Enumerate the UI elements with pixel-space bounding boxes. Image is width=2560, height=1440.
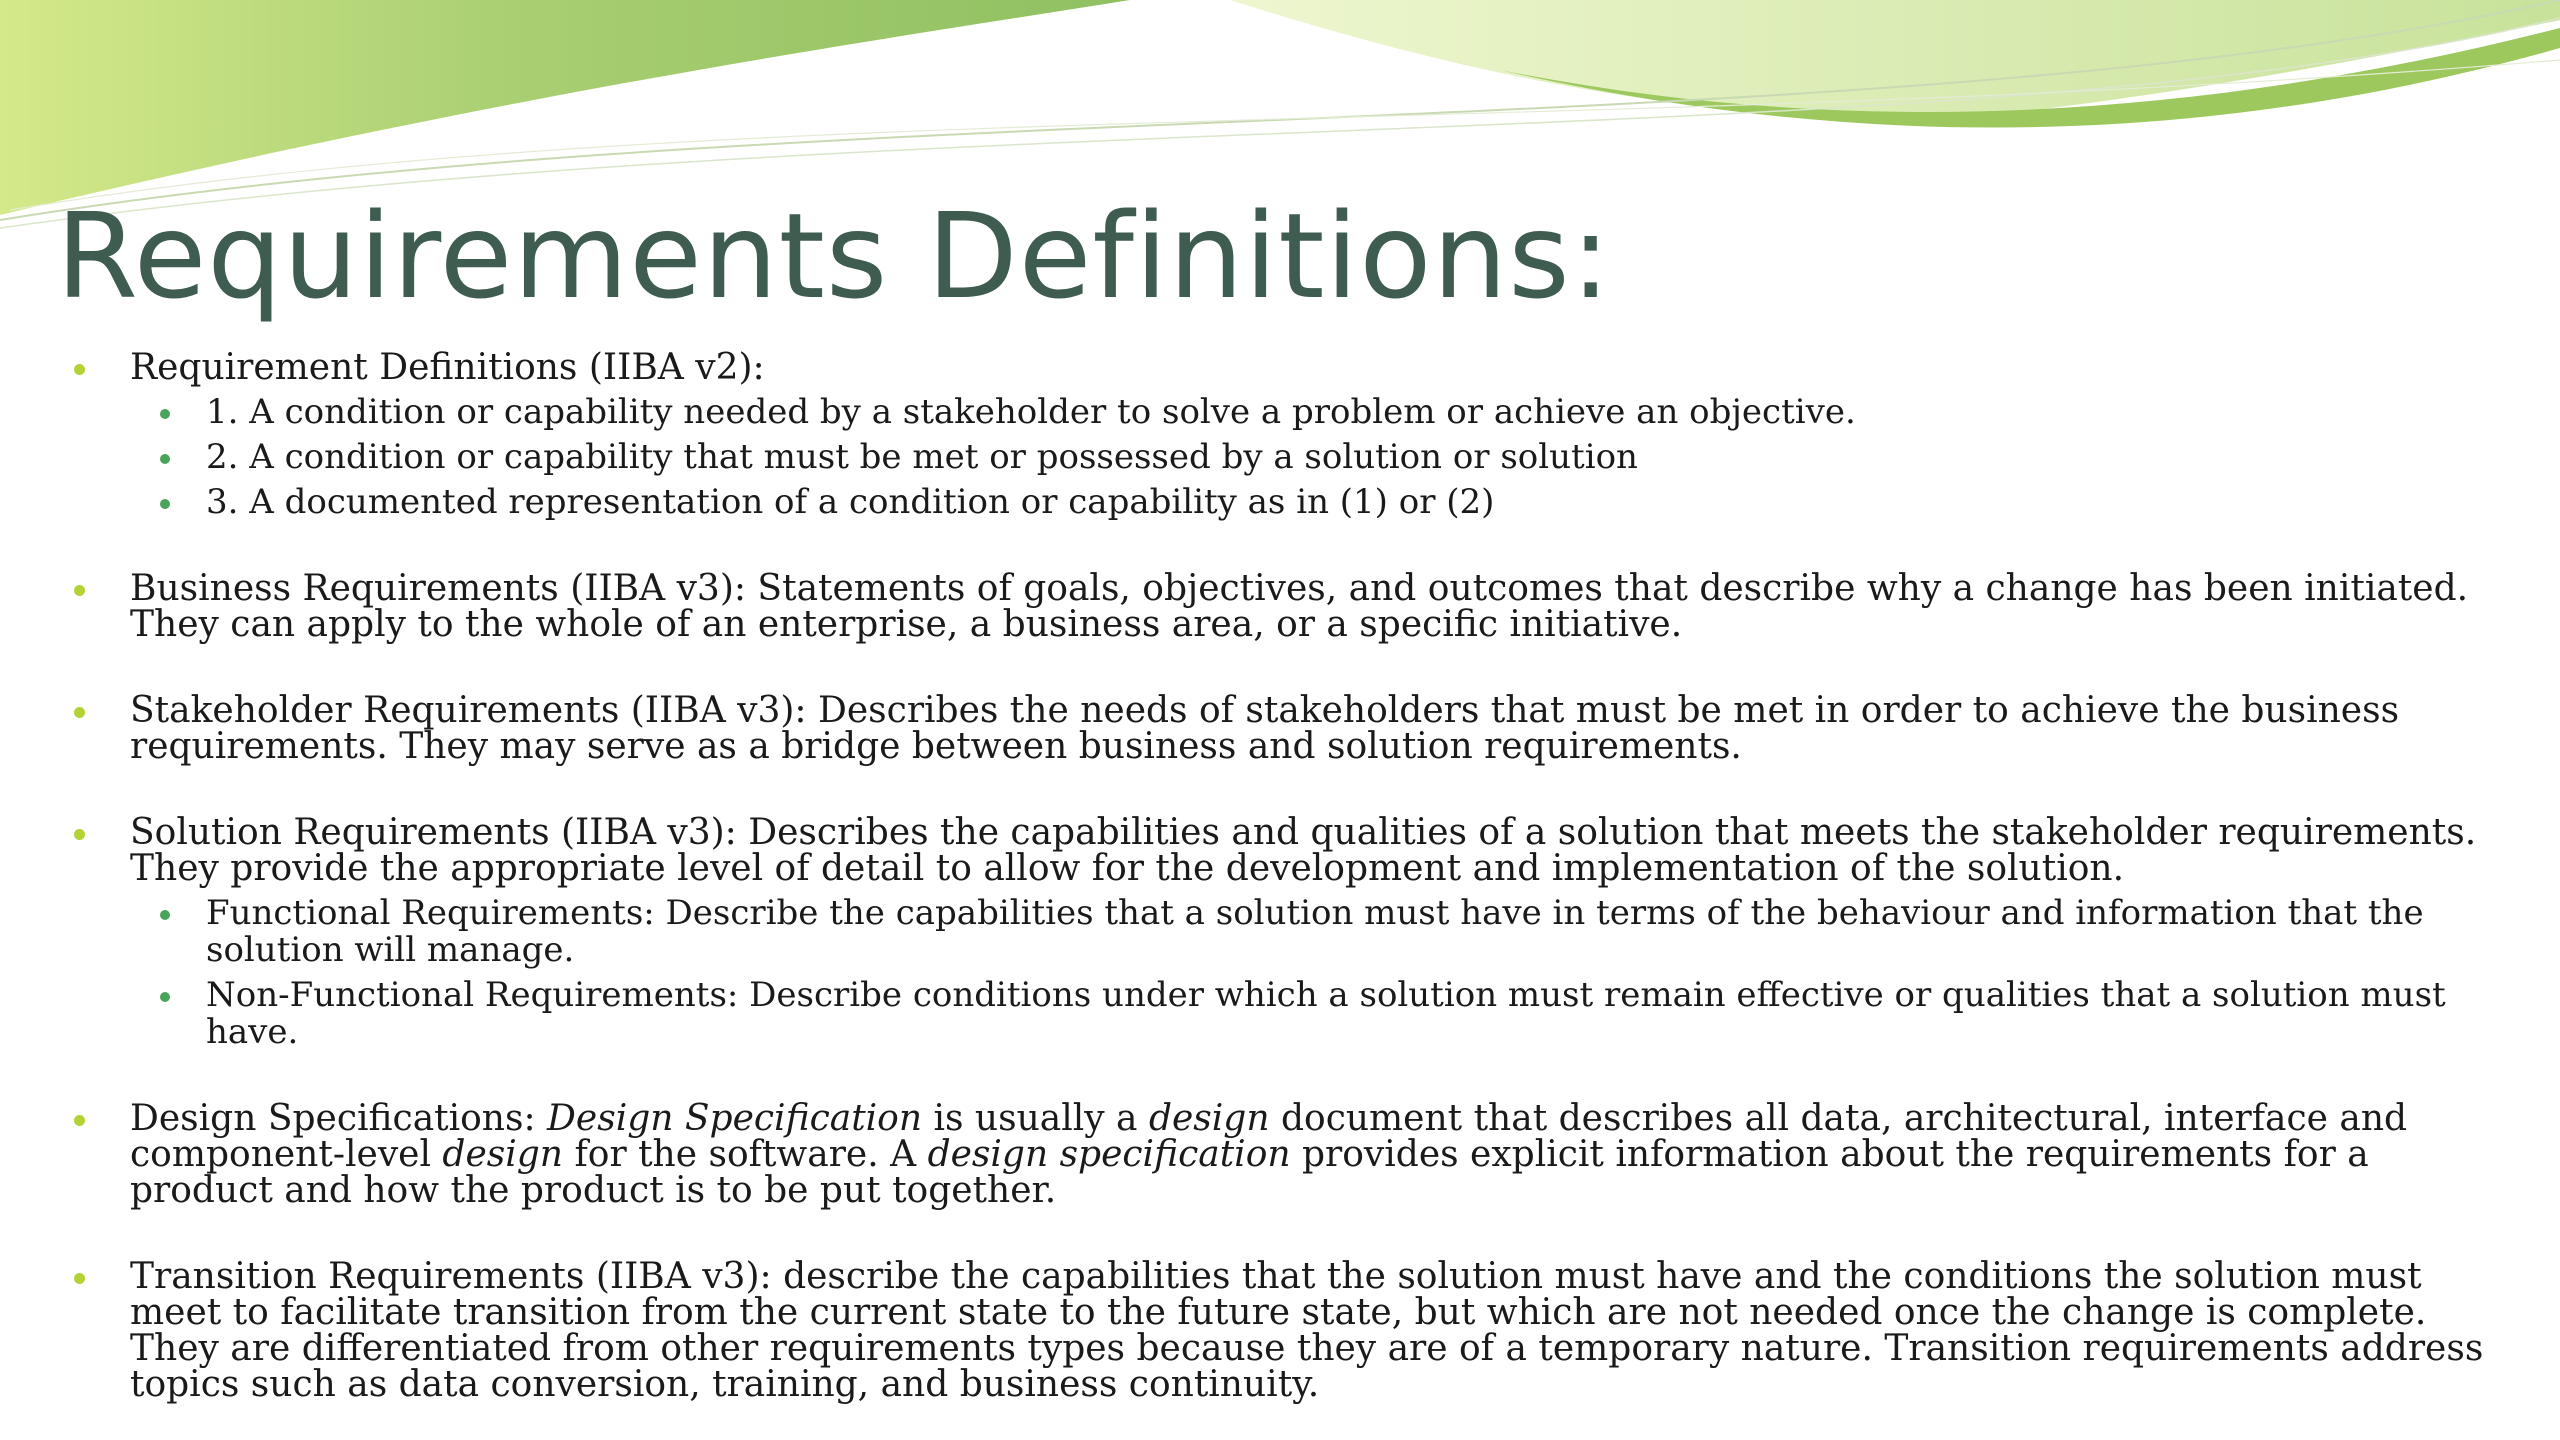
bullet-requirement-definitions (72, 347, 2512, 522)
bullet-text: Business Requirements (IIBA v3): Statements of goals, objectives, and outcomes that describe why a change has been initiated. They can apply to the whole of an enterprise, a business area, or a specific initiative. (130, 568, 2469, 645)
bullet-text: Requirement Definitions (IIBA v2): (130, 347, 765, 388)
sub-bullet: 1. A condition or capability needed by a stakeholder to solve a problem or achieve an objective. (130, 394, 2512, 431)
italic-run: Design Specification (547, 1098, 923, 1139)
sub-bullet-list (130, 895, 2512, 1051)
bullet-business-requirements (72, 568, 2512, 645)
bullet-text: Stakeholder Requirements (IIBA v3): Describes the needs of stakeholders that must be met in order to achieve the business requirements. They may serve as a bridge between business and solution requirements. (130, 690, 2400, 767)
text-run: provides explicit information about the requirements for a product and how the product is to be put together. (130, 1134, 2369, 1211)
bullet-stakeholder-requirements (72, 690, 2512, 767)
bullet-transition-requirements (72, 1256, 2512, 1405)
swoosh-main (0, 0, 1130, 215)
text-run: document that describes all data, architectural, interface and component-level (130, 1098, 2408, 1175)
text-run: Design Specifications: (130, 1098, 548, 1139)
slide-title: Requirements Definitions: (56, 187, 1612, 325)
italic-run: design (1148, 1098, 1270, 1139)
italic-run: design specification (927, 1134, 1291, 1175)
swoosh-right (1230, 0, 2560, 121)
text-run: for the software. A (563, 1134, 928, 1175)
sub-bullet: 3. A documented representation of a condition or capability as in (1) or (2) (130, 484, 2512, 521)
sub-bullet: Non-Functional Requirements: Describe conditions under which a solution must remain effective or qualities that a solution must have. (130, 977, 2512, 1051)
bullet-solution-requirements (72, 812, 2512, 1052)
bullet-text: Solution Requirements (IIBA v3): Describes the capabilities and qualities of a solution that meets the stakeholder requirements. They provide the appropriate level of detail to allow for the development and implementation of the solution. (130, 812, 2477, 889)
text-run: is usually a (922, 1098, 1149, 1139)
sub-bullet-list (130, 394, 2512, 521)
italic-run: design (442, 1134, 563, 1175)
bullet-text: Transition Requirements (IIBA v3): describe the capabilities that the solution must have and the conditions the solution must meet to facilitate transition from the current state to the future state, but which are not needed once the change is complete. They are differentiated from other requirements types because they are of a temporary nature. Transition requirements address topics such as data conversion, training, and business continuity. (130, 1256, 2484, 1405)
slide-body (72, 347, 2512, 1405)
bullet-design-specifications (72, 1098, 2512, 1211)
sub-bullet: Functional Requirements: Describe the capabilities that a solution must have in terms of the behaviour and information that the solution will manage. (130, 895, 2512, 969)
sub-bullet: 2. A condition or capability that must be met or possessed by a solution or solution (130, 439, 2512, 476)
bullet-list (72, 347, 2512, 1405)
